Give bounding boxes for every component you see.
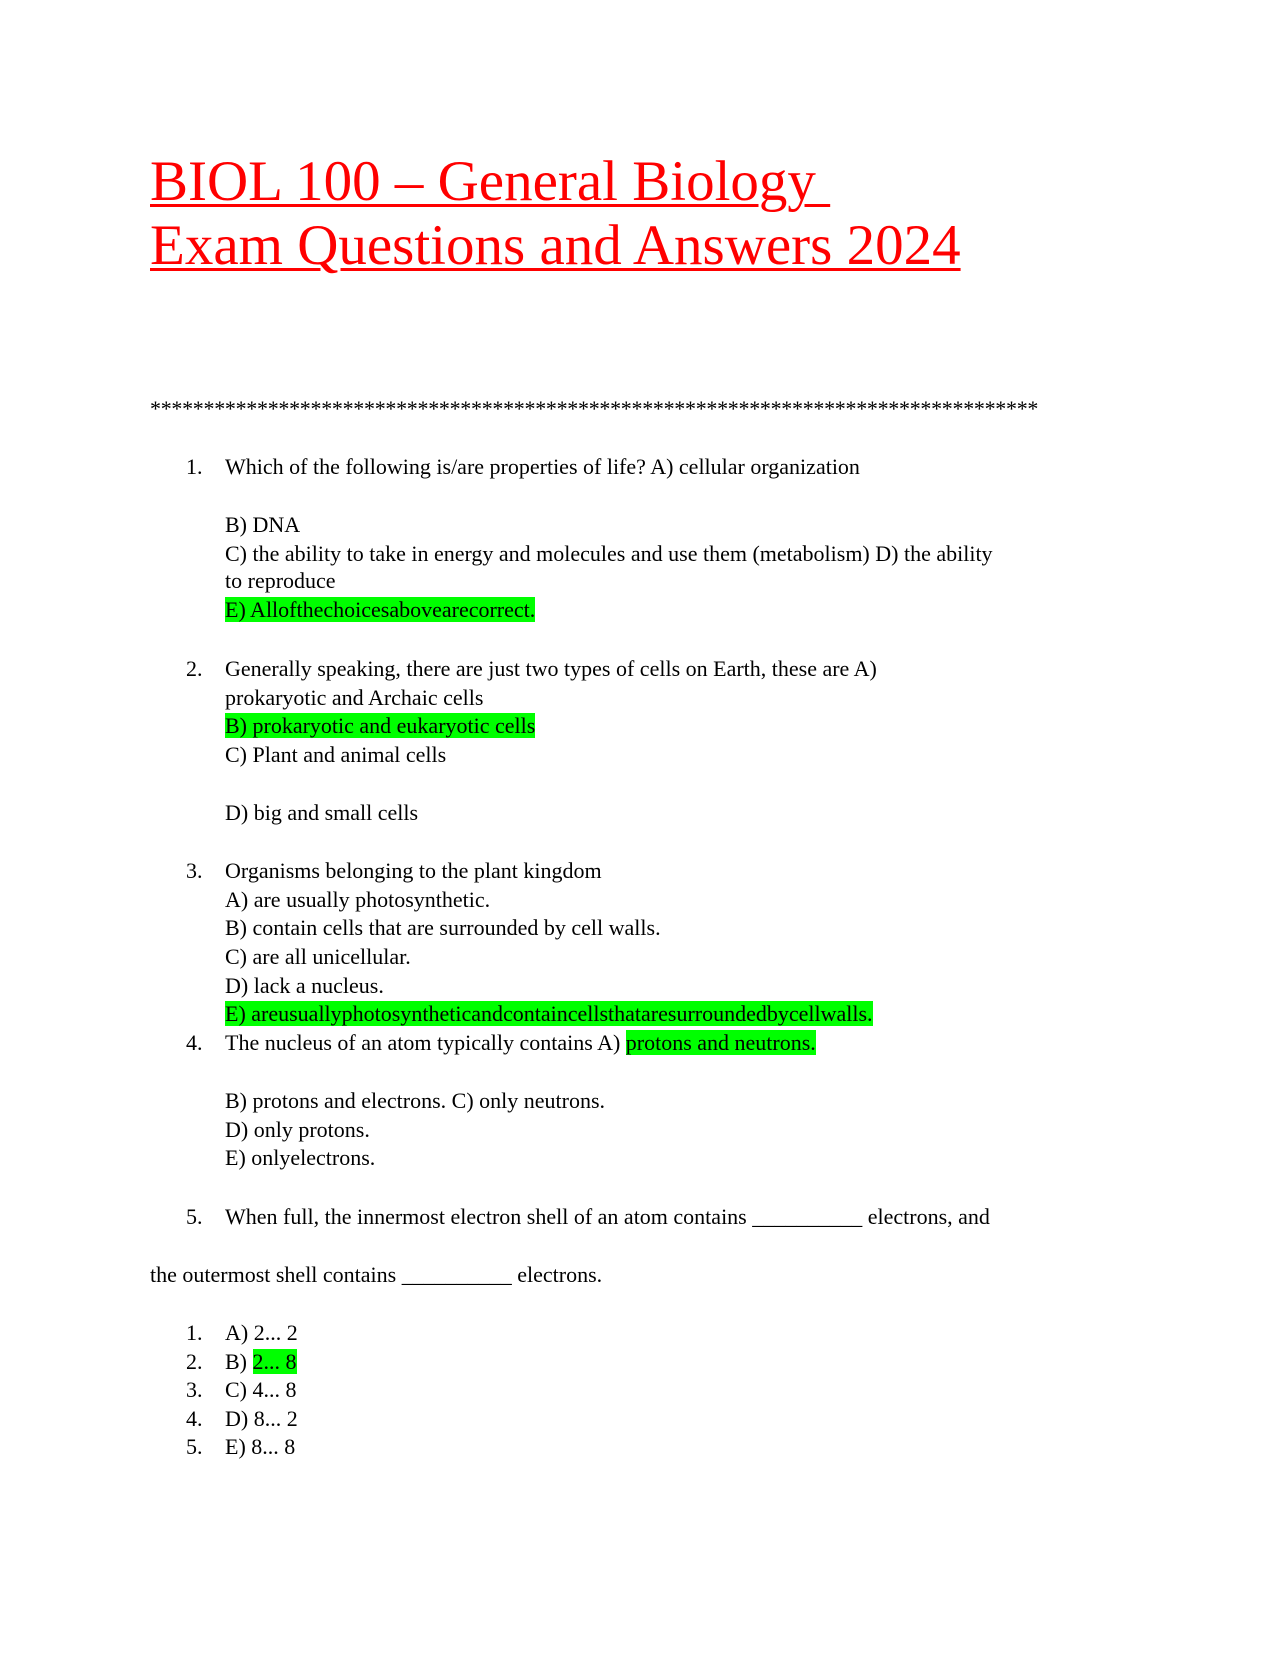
answer-option: prokaryotic and Archaic cells bbox=[225, 685, 484, 710]
question-text: When full, the innermost electron shell of an atom contains __________ electrons, and bbox=[225, 1204, 990, 1229]
question-text: Which of the following is/are properties of life? A) cellular organization bbox=[225, 454, 860, 479]
answer-option: C) are all unicellular. bbox=[225, 944, 411, 969]
option-number: 3. bbox=[186, 1377, 203, 1402]
answer-option: B) protons and electrons. C) only neutrons. bbox=[225, 1088, 606, 1113]
answer-option: C) 4... 8 bbox=[225, 1377, 297, 1402]
question-number: 3. bbox=[186, 858, 203, 883]
correct-answer-option bbox=[225, 711, 535, 740]
answer-option-continued: to reproduce bbox=[225, 568, 336, 593]
question-number: 5. bbox=[186, 1204, 203, 1229]
correct-answer-option bbox=[225, 999, 873, 1028]
option-number: 1. bbox=[186, 1320, 203, 1345]
answer-option: E) 8... 8 bbox=[225, 1434, 296, 1459]
question-number: 4. bbox=[186, 1030, 203, 1055]
option-number: 4. bbox=[186, 1406, 203, 1431]
answer-highlight: B) prokaryotic and eukaryotic cells bbox=[225, 713, 536, 738]
correct-answer-option bbox=[225, 595, 535, 624]
answer-option: E) onlyelectrons. bbox=[225, 1145, 376, 1170]
document-title bbox=[150, 150, 961, 278]
question-text: Generally speaking, there are just two types of cells on Earth, these are A) bbox=[225, 656, 877, 681]
correct-answer-option bbox=[225, 1347, 297, 1376]
title-line-1: BIOL 100 – General Biology bbox=[150, 150, 831, 213]
answer-highlight: E) areusuallyphotosyntheticandcontaincellsthataresurroundedbycellwalls. bbox=[225, 1001, 873, 1026]
answer-option: C) the ability to take in energy and molecules and use them (metabolism) D) the ability bbox=[225, 541, 993, 566]
answer-highlight: protons and neutrons. bbox=[625, 1030, 816, 1055]
answer-option: A) 2... 2 bbox=[225, 1320, 298, 1345]
separator-line: *********************************************************************************** bbox=[150, 396, 1039, 421]
option-label: B) bbox=[225, 1349, 253, 1374]
answer-highlight: E) Allofthechoicesabovearecorrect. bbox=[225, 597, 536, 622]
answer-option: B) contain cells that are surrounded by cell walls. bbox=[225, 915, 661, 940]
option-number: 5. bbox=[186, 1434, 203, 1459]
option-number: 2. bbox=[186, 1349, 203, 1374]
question-stem: The nucleus of an atom typically contains A) bbox=[225, 1030, 626, 1055]
answer-option: B) DNA bbox=[225, 512, 301, 537]
question-text-continued: the outermost shell contains __________ electrons. bbox=[150, 1262, 603, 1287]
title-line-2: Exam Questions and Answers 2024 bbox=[150, 214, 961, 277]
answer-option: D) only protons. bbox=[225, 1117, 370, 1142]
answer-option: C) Plant and animal cells bbox=[225, 742, 447, 767]
question-number: 1. bbox=[186, 454, 203, 479]
answer-option: D) lack a nucleus. bbox=[225, 973, 384, 998]
question-text bbox=[225, 1028, 816, 1057]
answer-option: A) are usually photosynthetic. bbox=[225, 887, 491, 912]
question-number: 2. bbox=[186, 656, 203, 681]
answer-option: D) big and small cells bbox=[225, 800, 419, 825]
question-text: Organisms belonging to the plant kingdom bbox=[225, 858, 602, 883]
answer-highlight: 2... 8 bbox=[252, 1349, 297, 1374]
answer-option: D) 8... 2 bbox=[225, 1406, 298, 1431]
